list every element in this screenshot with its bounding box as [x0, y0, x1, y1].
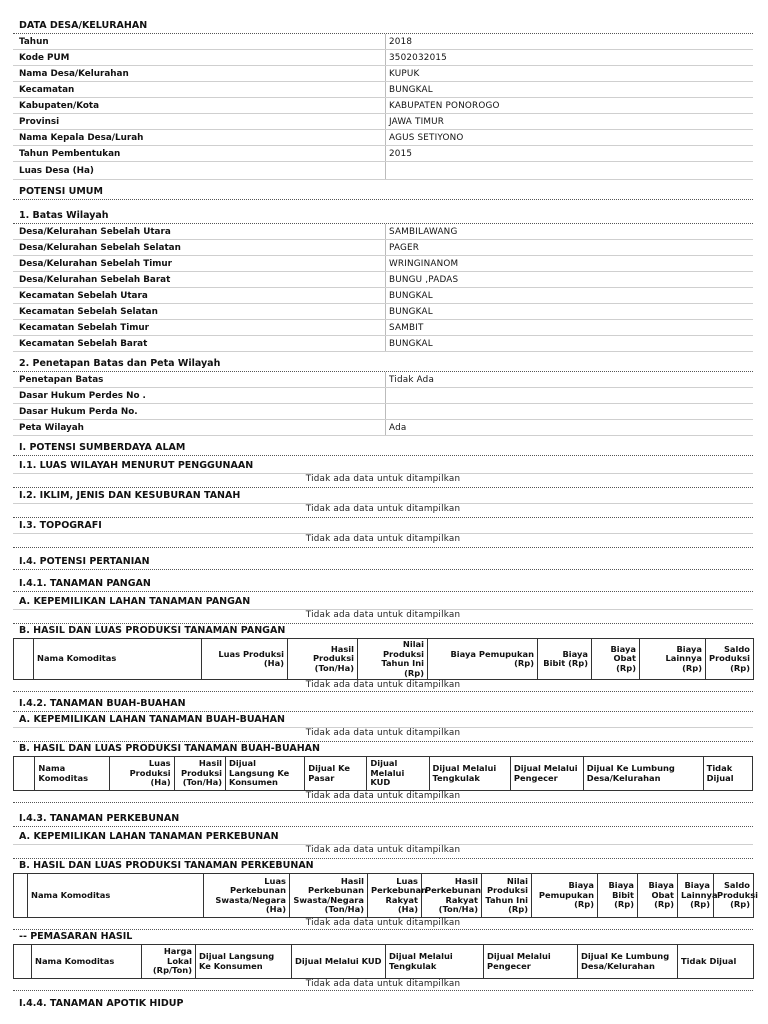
- column-header: Tidak Dijual: [703, 757, 752, 791]
- info-row: [13, 146, 753, 162]
- column-header: Nilai Produksi Tahun Ini (Rp): [358, 639, 428, 680]
- section-header-sda: [13, 436, 753, 456]
- info-value: [385, 404, 753, 419]
- no-data-message: Tidak ada data untuk ditampilkan: [13, 504, 753, 518]
- info-row: [13, 372, 753, 388]
- column-header: Dijual Langsung Ke Konsumen: [226, 757, 305, 791]
- info-value: Ada: [385, 420, 753, 435]
- section-title: B. HASIL DAN LUAS PRODUKSI TANAMAN BUAH-BUAHAN: [19, 743, 320, 755]
- section-title: B. HASIL DAN LUAS PRODUKSI TANAMAN PANGAN: [19, 625, 286, 636]
- info-label: Nama Desa/Kelurahan: [19, 68, 129, 79]
- no-data-message: Tidak ada data untuk ditampilkan: [13, 610, 753, 624]
- table-header-row: [14, 874, 754, 918]
- section-title: 1. Batas Wilayah: [19, 210, 109, 221]
- section-title: I.1. LUAS WILAYAH MENURUT PENGGUNAAN: [19, 460, 254, 471]
- section-title: 2. Penetapan Batas dan Peta Wilayah: [19, 358, 221, 369]
- section-header-i41b: [13, 624, 753, 638]
- penetapan-table: [13, 372, 753, 436]
- no-data-message: Tidak ada data untuk ditampilkan: [13, 474, 753, 488]
- info-label: Penetapan Batas: [19, 374, 104, 385]
- no-data-message: Tidak ada data untuk ditampilkan: [13, 791, 753, 803]
- no-data-message: Tidak ada data untuk ditampilkan: [13, 728, 753, 742]
- info-value: BUNGKAL: [385, 336, 753, 351]
- info-row: [13, 240, 753, 256]
- info-value: BUNGU ,PADAS: [385, 272, 753, 287]
- section-title: A. KEPEMILIKAN LAHAN TANAMAN PANGAN: [19, 596, 251, 607]
- table-index-cell: [14, 874, 28, 918]
- section-header-data-desa: [13, 12, 753, 34]
- info-row: [13, 272, 753, 288]
- column-header: Luas Produksi (Ha): [202, 639, 288, 680]
- info-label: Kecamatan: [19, 84, 75, 95]
- column-header: Saldo Produksi (Rp): [706, 639, 754, 680]
- column-header: Harga Lokal (Rp/Ton): [142, 945, 196, 979]
- column-header: Nama Komoditas: [28, 874, 204, 918]
- info-row: [13, 304, 753, 320]
- column-header: Biaya Bibit (Rp): [598, 874, 638, 918]
- info-label: Desa/Kelurahan Sebelah Utara: [19, 226, 171, 237]
- info-value: JAWA TIMUR: [385, 114, 753, 129]
- info-value: AGUS SETIYONO: [385, 130, 753, 145]
- info-label: Peta Wilayah: [19, 422, 84, 433]
- info-label: Dasar Hukum Perdes No .: [19, 390, 146, 401]
- info-value: 2015: [385, 146, 753, 161]
- info-row: [13, 50, 753, 66]
- perkebunan-table: [13, 873, 759, 918]
- info-row: [13, 162, 753, 180]
- info-value: SAMBILAWANG: [385, 224, 753, 239]
- info-value: [385, 388, 753, 403]
- batas-wilayah-table: [13, 224, 753, 352]
- section-header-i41: [13, 570, 753, 592]
- column-header: Dijual Melalui Tengkulak: [429, 757, 510, 791]
- table-index-cell: [14, 639, 34, 680]
- column-header: Dijual Melalui Pengecer: [510, 757, 583, 791]
- section-title: I.4. POTENSI PERTANIAN: [19, 556, 150, 567]
- buah-table: [13, 756, 753, 791]
- column-header: Biaya Obat (Rp): [638, 874, 678, 918]
- section-header-i4: [13, 548, 753, 570]
- info-value: Tidak Ada: [385, 372, 753, 387]
- info-value: BUNGKAL: [385, 82, 753, 97]
- info-value: BUNGKAL: [385, 304, 753, 319]
- section-title: A. KEPEMILIKAN LAHAN TANAMAN BUAH-BUAHAN: [19, 714, 285, 726]
- column-header: Biaya Lainnya (Rp): [640, 639, 706, 680]
- section-header-pemasaran: [13, 930, 753, 944]
- column-header: Biaya Bibit (Rp): [538, 639, 592, 680]
- info-label: Nama Kepala Desa/Lurah: [19, 132, 144, 143]
- info-row: [13, 388, 753, 404]
- info-label: Kecamatan Sebelah Utara: [19, 290, 148, 301]
- section-title: -- PEMASARAN HASIL: [19, 931, 133, 943]
- info-value: SAMBIT: [385, 320, 753, 335]
- section-title: B. HASIL DAN LUAS PRODUKSI TANAMAN PERKEBUNAN: [19, 860, 314, 872]
- section-header-i43b: [13, 859, 753, 873]
- no-data-message: Tidak ada data untuk ditampilkan: [13, 979, 753, 991]
- info-value: KABUPATEN PONOROGO: [385, 98, 753, 113]
- column-header: Nama Komoditas: [34, 639, 202, 680]
- column-header: Dijual Ke Pasar: [305, 757, 367, 791]
- info-row: [13, 420, 753, 436]
- section-header-i3: [13, 518, 753, 534]
- column-header: Biaya Pemupukan (Rp): [532, 874, 598, 918]
- section-title: I. POTENSI SUMBERDAYA ALAM: [19, 442, 186, 453]
- info-label: Kabupaten/Kota: [19, 100, 100, 111]
- table-index-cell: [14, 757, 35, 791]
- section-header-i42a: [13, 712, 753, 728]
- document: [13, 12, 759, 1011]
- column-header: Tidak Dijual: [678, 945, 754, 979]
- info-row: [13, 288, 753, 304]
- info-value: WRINGINANOM: [385, 256, 753, 271]
- no-data-message: Tidak ada data untuk ditampilkan: [13, 680, 753, 692]
- section-header-i2: [13, 488, 753, 504]
- info-value: BUNGKAL: [385, 288, 753, 303]
- column-header: Hasil Perkebunan Rakyat (Ton/Ha): [422, 874, 482, 918]
- column-header: Saldo Produksi (Rp): [714, 874, 754, 918]
- info-label: Kecamatan Sebelah Selatan: [19, 306, 158, 317]
- column-header: Dijual Melalui Pengecer: [484, 945, 578, 979]
- info-value: [385, 162, 753, 179]
- info-label: Tahun: [19, 36, 49, 47]
- section-header-batas-wilayah: [13, 200, 753, 224]
- info-value: PAGER: [385, 240, 753, 255]
- info-row: [13, 130, 753, 146]
- info-row: [13, 34, 753, 50]
- column-header: Dijual Ke Lumbung Desa/Kelurahan: [583, 757, 703, 791]
- section-header-i41a: [13, 592, 753, 610]
- info-value: 2018: [385, 34, 753, 49]
- section-title: DATA DESA/KELURAHAN: [19, 20, 148, 31]
- section-title: I.2. IKLIM, JENIS DAN KESUBURAN TANAH: [19, 490, 241, 501]
- section-title: I.4.1. TANAMAN PANGAN: [19, 578, 151, 589]
- column-header: Biaya Pemupukan (Rp): [428, 639, 538, 680]
- info-label: Kecamatan Sebelah Timur: [19, 322, 149, 333]
- pemasaran-table: [13, 944, 754, 979]
- pangan-table: [13, 638, 754, 680]
- column-header: Dijual Melalui KUD: [292, 945, 386, 979]
- info-row: [13, 224, 753, 240]
- info-label: Tahun Pembentukan: [19, 148, 121, 159]
- info-value: KUPUK: [385, 66, 753, 81]
- section-header-i44: [13, 991, 753, 1011]
- column-header: Biaya Lainnya (Rp): [678, 874, 714, 918]
- table-index-cell: [14, 945, 32, 979]
- section-header-i43: [13, 803, 753, 827]
- column-header: Hasil Produksi (Ton/Ha): [174, 757, 225, 791]
- column-header: Nama Komoditas: [32, 945, 142, 979]
- info-row: [13, 320, 753, 336]
- column-header: Dijual Langsung Ke Konsumen: [196, 945, 292, 979]
- info-row: [13, 98, 753, 114]
- section-header-penetapan: [13, 352, 753, 372]
- column-header: Hasil Perkebunan Swasta/Negara (Ton/Ha): [290, 874, 368, 918]
- info-label: Kecamatan Sebelah Barat: [19, 338, 148, 349]
- info-label: Kode PUM: [19, 52, 70, 63]
- column-header: Nilai Produksi Tahun Ini (Rp): [482, 874, 532, 918]
- column-header: Luas Produksi (Ha): [110, 757, 174, 791]
- info-row: [13, 336, 753, 352]
- table-header-row: [14, 757, 753, 791]
- info-value: 3502032015: [385, 50, 753, 65]
- info-label: Luas Desa (Ha): [19, 165, 94, 176]
- info-label: Desa/Kelurahan Sebelah Timur: [19, 258, 172, 269]
- section-header-i1: [13, 456, 753, 474]
- column-header: Dijual Melalui Tengkulak: [386, 945, 484, 979]
- section-title: I.4.2. TANAMAN BUAH-BUAHAN: [19, 698, 186, 710]
- section-header-i43a: [13, 827, 753, 845]
- no-data-message: Tidak ada data untuk ditampilkan: [13, 918, 753, 930]
- info-label: Dasar Hukum Perda No.: [19, 406, 138, 417]
- section-title: I.4.4. TANAMAN APOTIK HIDUP: [19, 998, 184, 1010]
- section-title: A. KEPEMILIKAN LAHAN TANAMAN PERKEBUNAN: [19, 831, 279, 843]
- section-header-i42b: [13, 742, 753, 756]
- section-title: POTENSI UMUM: [19, 186, 103, 197]
- info-row: [13, 404, 753, 420]
- column-header: Luas Perkebunan Swasta/Negara (Ha): [204, 874, 290, 918]
- section-title: I.4.3. TANAMAN PERKEBUNAN: [19, 813, 180, 825]
- column-header: Hasil Produksi (Ton/Ha): [288, 639, 358, 680]
- info-label: Desa/Kelurahan Sebelah Barat: [19, 274, 171, 285]
- section-title: I.3. TOPOGRAFI: [19, 520, 102, 531]
- table-header-row: [14, 945, 754, 979]
- section-header-potensi-umum: [13, 180, 753, 200]
- column-header: Nama Komoditas: [35, 757, 110, 791]
- section-header-i42: [13, 692, 753, 712]
- info-row: [13, 114, 753, 130]
- column-header: Luas Perkebunan Rakyat (Ha): [368, 874, 422, 918]
- info-row: [13, 256, 753, 272]
- no-data-message: Tidak ada data untuk ditampilkan: [13, 845, 753, 859]
- desa-info-table: [13, 34, 753, 180]
- table-header-row: [14, 639, 754, 680]
- column-header: Dijual Ke Lumbung Desa/Kelurahan: [578, 945, 678, 979]
- info-label: Desa/Kelurahan Sebelah Selatan: [19, 242, 181, 253]
- info-row: [13, 66, 753, 82]
- info-row: [13, 82, 753, 98]
- column-header: Dijual Melalui KUD: [367, 757, 429, 791]
- column-header: Biaya Obat (Rp): [592, 639, 640, 680]
- info-label: Provinsi: [19, 116, 60, 127]
- no-data-message: Tidak ada data untuk ditampilkan: [13, 534, 753, 548]
